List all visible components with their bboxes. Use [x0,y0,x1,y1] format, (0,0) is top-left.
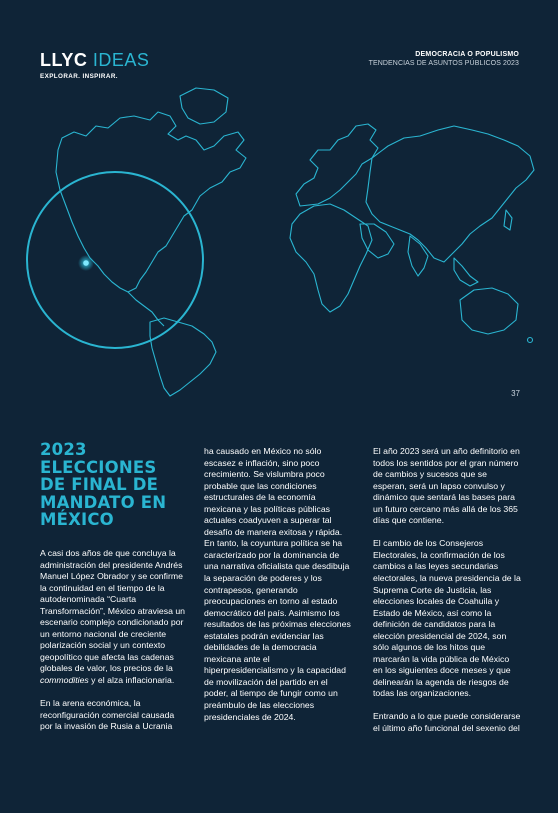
new-zealand-dot [528,338,533,343]
headline-line: DE FINAL DE [40,475,159,494]
paragraph [40,548,185,687]
article-headline [40,441,190,529]
japan-outline [504,210,512,230]
paragraph-text: A casi dos años de que concluya la administración del presidente Andrés Manuel López Obrador y se confirme la continuidad en el tiempo de la autodenominada “Cuarta Transformación”, México atraviesa un escenario complejo condicionado por un entorno nacional de creciente polarización social y un contexto geopolítico que afecta las cadenas globales de valor, los precios de la [40,548,186,674]
south-america-outline [150,318,216,396]
middle-east-outline [360,224,394,258]
headline-line: ELECCIONES [40,457,157,477]
logo-brand: LLYC [40,50,88,70]
africa-outline [290,204,372,312]
section-subtitle: TENDENCIAS DE ASUNTOS PÚBLICOS 2023 [368,60,519,67]
mexico-location-dot [83,260,89,266]
headline-line: MANDATO EN [40,492,167,512]
europe-outline [296,124,378,206]
logo-ideas: IDEAS [92,50,150,70]
greenland-outline [180,88,228,124]
page-number: 37 [511,389,520,398]
asia-outline [366,126,534,262]
paragraph-text: y el alza inflacionaria. [88,675,175,686]
section-title: DEMOCRACIA O POPULISMO [415,51,519,58]
article-column-3 [373,446,521,746]
headline-line: MÉXICO [40,510,114,529]
paragraph: ha causado en México no sólo escasez e inflación, sino poco crecimiento. Se vislumbra poco probable que las condiciones estructurales de la economía mexicana y las políticas públicas actuales coadyuven a superar tal desafío de manera exitosa y rápida. En tanto, la coyuntura política se ha caracterizado por la dominancia de una narrativa oficialista que desdibuja la separación de poderes y los contrapesos, generando preocupaciones en torno al estado democrático del país. Asimismo los resultados de las próximas elecciones estatales podrán evidenciar las debilidades de la democracia mexicana ante el hiperpresidencialismo y la capacidad de movilización del partido en el poder, al tiempo de fungir como un preámbulo de las elecciones presidenciales de 2024. [204,446,351,722]
article-column-1 [40,548,185,744]
commodities-emphasis: commodities [40,675,89,686]
paragraph: En la arena económica, la reconfiguración comercial causada por la invasión de Rusia a Ucrania [40,698,175,732]
india-outline [408,236,428,276]
paragraph: El cambio de los Consejeros Electorales, la confirmación de los cambios a las leyes secundarias electorales, la nueva presidencia de la Suprema Corte de Justicia, las elecciones locales de Coahuila y Estado de México, así como la definición de candidatos para la elección presidencial de 2024, son sólo algunos de los hitos que marcarán la vida pública de México en los siguientes doce meses y que delinearán la agenda de riesgos de todas las organizaciones. [373,538,521,699]
paragraph: El año 2023 será un año definitorio en todos los sentidos por el gran número de cambios y sucesos que se esperan, será un lapso convulso y dinámico que sentará las bases para un futuro cercano más allá de los 365 días que contiene. [373,446,520,526]
southeast-asia-outline [454,258,478,286]
central-america-outline [128,292,164,326]
logo-tagline: EXPLORAR. INSPIRAR. [40,73,118,80]
world-map-illustration [0,0,558,400]
headline-line: 2023 [40,440,87,459]
australia-outline [460,288,518,334]
article-column-2 [204,446,352,735]
paragraph: Entrando a lo que puede considerarse el último año funcional del sexenio del [373,711,521,734]
